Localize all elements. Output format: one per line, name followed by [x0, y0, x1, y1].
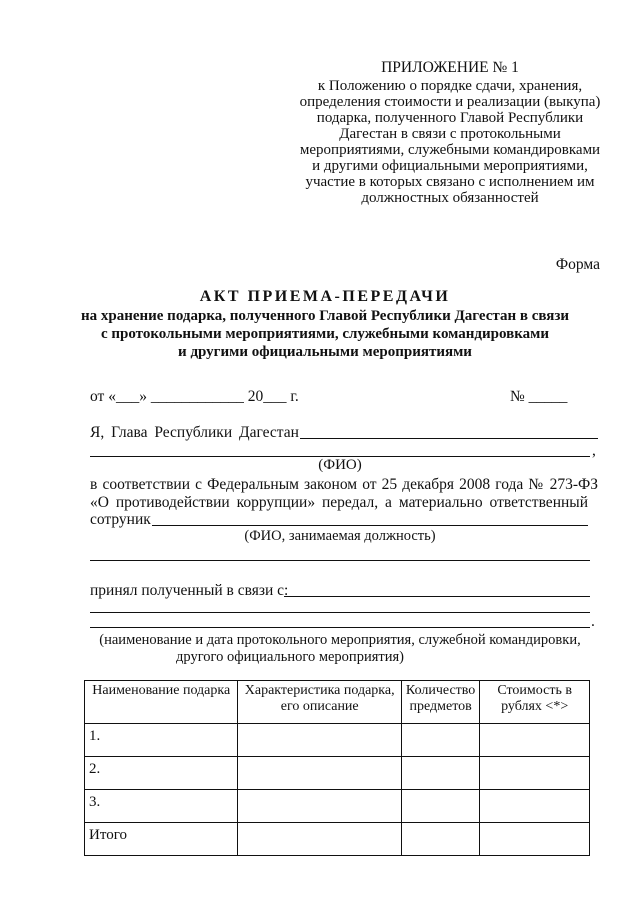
- appendix-block: [270, 60, 630, 206]
- table-cell[interactable]: [401, 823, 479, 856]
- act-title-main: АКТ ПРИЕМА-ПЕРЕДАЧИ: [199, 288, 451, 305]
- column-header-description: Характеристика подарка, его описание: [238, 681, 401, 724]
- law-text-line-1: в соответствии с Федеральным законом от 25 декабря 2008 года № 273-ФЗ: [90, 476, 598, 493]
- table-cell[interactable]: [401, 790, 479, 823]
- table-cell[interactable]: [238, 724, 401, 757]
- table-header-row: [85, 681, 590, 724]
- law-text-line-2: «О противодействии коррупции» передал, а материально ответственный: [90, 494, 588, 511]
- appendix-line: мероприятиями, служебными командировками: [299, 142, 601, 158]
- column-header-quantity: Количество предметов: [401, 681, 479, 724]
- table-cell[interactable]: [480, 724, 590, 757]
- table-row: [85, 724, 590, 757]
- table-cell[interactable]: [238, 757, 401, 790]
- table-cell[interactable]: [401, 757, 479, 790]
- table-row: [85, 757, 590, 790]
- appendix-heading: ПРИЛОЖЕНИЕ № 1: [381, 59, 519, 76]
- appendix-line: и другими официальными мероприятиями,: [312, 158, 588, 174]
- event-field-line-3[interactable]: [90, 627, 590, 628]
- appendix-line: к Положению о порядке сдачи, хранения,: [317, 78, 583, 94]
- employee-label: сотруник: [90, 511, 151, 528]
- event-caption-line-2: другого официального мероприятия): [176, 649, 404, 665]
- column-header-gift-name: Наименование подарка: [85, 681, 238, 724]
- appendix-line: Дагестан в связи с протокольными: [339, 126, 561, 142]
- event-field-line-2[interactable]: [90, 612, 590, 613]
- number-field[interactable]: № _____: [510, 388, 568, 405]
- row-number: 3.: [85, 790, 238, 823]
- table-cell[interactable]: [480, 823, 590, 856]
- act-title-line: с протокольными мероприятиями, служебными командировками: [100, 326, 550, 342]
- gifts-table: [84, 680, 590, 856]
- act-title: [60, 288, 590, 361]
- table-cell[interactable]: [238, 823, 401, 856]
- act-title-line: на хранение подарка, полученного Главой Республики Дагестан в связи: [80, 308, 570, 324]
- appendix-line: должностных обязанностей: [361, 190, 539, 206]
- fio-position-caption: (ФИО, занимаемая должность): [244, 528, 436, 544]
- appendix-line: определения стоимости и реализации (выкупа): [299, 94, 601, 110]
- table-row: [85, 790, 590, 823]
- table-cell[interactable]: [401, 724, 479, 757]
- fio-caption: (ФИО): [318, 457, 362, 473]
- head-name-field-line[interactable]: [300, 438, 598, 439]
- received-label: принял полученный в связи с:: [90, 582, 289, 599]
- comma-mark: ,: [592, 442, 596, 459]
- event-caption-line-1: (наименование и дата протокольного мероприятия, служебной командировки,: [99, 632, 581, 648]
- table-cell[interactable]: [480, 790, 590, 823]
- column-header-cost: Стоимость в рублях <*>: [480, 681, 590, 724]
- table-cell[interactable]: [238, 790, 401, 823]
- employee-field-line-2[interactable]: [90, 560, 590, 561]
- table-row-total: [85, 823, 590, 856]
- appendix-line: подарка, полученного Главой Республики: [316, 110, 584, 126]
- date-field[interactable]: от «___» ____________ 20___ г.: [90, 388, 299, 405]
- row-number: 2.: [85, 757, 238, 790]
- form-label: Форма: [555, 256, 600, 273]
- act-title-line: и другими официальными мероприятиями: [178, 344, 472, 360]
- event-field-line[interactable]: [284, 596, 590, 597]
- appendix-line: участие в которых связано с исполнением им: [305, 174, 595, 190]
- total-label: Итого: [85, 823, 238, 856]
- table-cell[interactable]: [480, 757, 590, 790]
- head-of-republic-label: Я, Глава Республики Дагестан: [90, 424, 299, 441]
- employee-field-line[interactable]: [152, 525, 588, 526]
- row-number: 1.: [85, 724, 238, 757]
- period-mark: .: [591, 613, 595, 630]
